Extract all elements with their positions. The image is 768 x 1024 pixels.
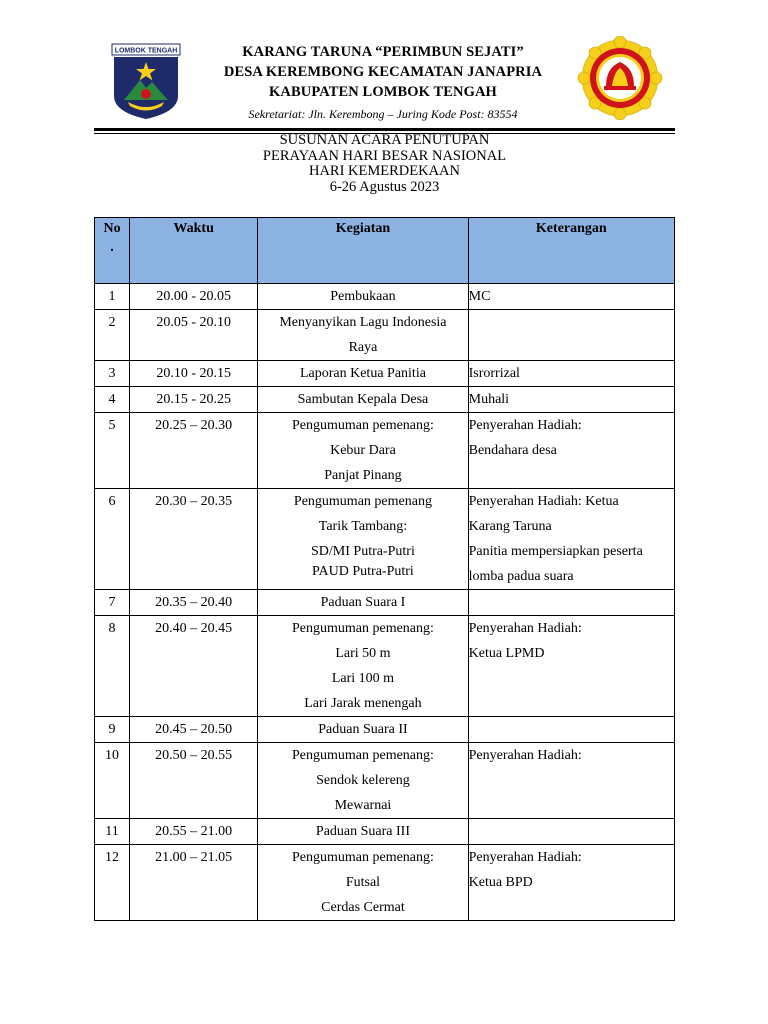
cell-keterangan <box>468 616 674 717</box>
kegiatan-line: Sendok kelereng <box>316 773 410 788</box>
cell-waktu: 20.15 - 20.25 <box>130 387 258 413</box>
column-header-no: No . <box>95 218 130 284</box>
kegiatan-line: Lari Jarak menengah <box>304 696 422 711</box>
table-row <box>95 489 675 590</box>
lombok-tengah-logo-text: LOMBOK TENGAH <box>114 47 178 55</box>
column-header-keterangan: Keterangan <box>468 218 674 284</box>
table-row <box>95 413 675 489</box>
keterangan-line: Penyerahan Hadiah: <box>468 850 582 865</box>
agenda-body <box>95 284 675 921</box>
cell-kegiatan <box>258 717 468 743</box>
cell-waktu: 20.30 – 20.35 <box>130 489 258 590</box>
letterhead <box>190 42 576 123</box>
keterangan-line: Penyerahan Hadiah: <box>468 418 582 433</box>
column-header-waktu: Waktu <box>130 218 258 284</box>
kegiatan-line: Paduan Suara I <box>320 595 406 610</box>
table-row <box>95 819 675 845</box>
keterangan-line: Penyerahan Hadiah: <box>468 621 582 636</box>
cell-no: 10 <box>95 743 130 819</box>
keterangan-line: Ketua BPD <box>468 875 533 890</box>
keterangan-line: lomba padua suara <box>468 569 574 584</box>
title-date: 6-26 Agustus 2023 <box>329 178 440 195</box>
cell-no: 7 <box>95 590 130 616</box>
cell-kegiatan <box>258 616 468 717</box>
cell-waktu: 20.35 – 20.40 <box>130 590 258 616</box>
karang-taruna-logo <box>576 36 664 120</box>
cell-waktu: 20.00 - 20.05 <box>130 284 258 310</box>
table-header-row <box>95 218 675 284</box>
cell-no: 6 <box>95 489 130 590</box>
cell-no: 2 <box>95 310 130 361</box>
kegiatan-line: Pengumuman pemenang: <box>291 850 434 865</box>
cell-no: 9 <box>95 717 130 743</box>
cell-no: 1 <box>95 284 130 310</box>
cell-keterangan <box>468 590 674 616</box>
title-line-1: SUSUNAN ACARA PENUTUPAN <box>279 132 490 148</box>
cell-kegiatan <box>258 413 468 489</box>
kegiatan-line: Pengumuman pemenang: <box>291 621 434 636</box>
kegiatan-line: Cerdas Cermat <box>321 900 405 915</box>
cell-waktu: 20.55 – 21.00 <box>130 819 258 845</box>
title-line-3: HARI KEMERDEKAAN <box>308 163 461 179</box>
cell-keterangan <box>468 361 674 387</box>
agenda-table <box>94 217 675 921</box>
kegiatan-line: Pembukaan <box>330 289 396 304</box>
cell-kegiatan <box>258 284 468 310</box>
cell-waktu: 20.50 – 20.55 <box>130 743 258 819</box>
table-row <box>95 310 675 361</box>
cell-kegiatan <box>258 819 468 845</box>
keterangan-line: MC <box>468 289 491 304</box>
cell-kegiatan <box>258 845 468 921</box>
cell-kegiatan <box>258 489 468 590</box>
cell-waktu: 20.45 – 20.50 <box>130 717 258 743</box>
kegiatan-line: Menyanyikan Lagu Indonesia <box>279 315 447 330</box>
table-row <box>95 387 675 413</box>
cell-keterangan <box>468 413 674 489</box>
cell-waktu: 20.10 - 20.15 <box>130 361 258 387</box>
document-title <box>94 133 675 195</box>
cell-keterangan <box>468 284 674 310</box>
kegiatan-line: Kebur Dara <box>330 443 396 458</box>
keterangan-line: Muhali <box>468 392 510 407</box>
cell-kegiatan <box>258 310 468 361</box>
kegiatan-line: Tarik Tambang: <box>318 519 408 534</box>
cell-keterangan <box>468 387 674 413</box>
kegiatan-line: Pengumuman pemenang: <box>291 418 434 433</box>
kegiatan-line: Futsal <box>345 875 381 890</box>
cell-keterangan <box>468 845 674 921</box>
secretariat-address: Sekretariat: Jln. Kerembong – Juring Kode Post: 83554 <box>248 107 518 121</box>
lombok-tengah-logo <box>110 42 182 120</box>
kegiatan-line: SD/MI Putra-Putri <box>311 544 415 559</box>
kegiatan-line: Sambutan Kepala Desa <box>297 392 429 407</box>
cell-no: 5 <box>95 413 130 489</box>
cell-no: 11 <box>95 819 130 845</box>
letterhead-rule-thick <box>94 128 675 131</box>
kegiatan-line: Lari 100 m <box>331 671 395 686</box>
keterangan-line: Panitia mempersiapkan peserta <box>468 544 643 559</box>
cell-kegiatan <box>258 361 468 387</box>
kegiatan-line: Paduan Suara II <box>318 722 408 737</box>
table-row <box>95 845 675 921</box>
title-line-2: PERAYAAN HARI BESAR NASIONAL <box>262 147 507 164</box>
kegiatan-line: Panjat Pinang <box>324 468 402 483</box>
cell-keterangan <box>468 489 674 590</box>
kegiatan-line: Laporan Ketua Panitia <box>299 366 426 381</box>
keterangan-line: Isrorrizal <box>468 366 520 381</box>
kegiatan-line: Pengumuman pemenang: <box>291 748 434 763</box>
cell-waktu: 20.05 - 20.10 <box>130 310 258 361</box>
table-row <box>95 361 675 387</box>
cell-no: 4 <box>95 387 130 413</box>
cell-waktu: 21.00 – 21.05 <box>130 845 258 921</box>
table-row <box>95 284 675 310</box>
cell-no: 12 <box>95 845 130 921</box>
cell-keterangan <box>468 743 674 819</box>
cell-keterangan <box>468 310 674 361</box>
keterangan-line: Ketua LPMD <box>468 646 545 661</box>
cell-waktu: 20.40 – 20.45 <box>130 616 258 717</box>
keterangan-line: Bendahara desa <box>468 443 557 458</box>
table-row <box>95 717 675 743</box>
kegiatan-line: Mewarnai <box>334 798 392 813</box>
kegiatan-line: Raya <box>348 340 378 355</box>
cell-no: 8 <box>95 616 130 717</box>
cell-kegiatan <box>258 387 468 413</box>
kegiatan-line: Pengumuman pemenang <box>293 494 432 509</box>
table-row <box>95 616 675 717</box>
keterangan-line: Penyerahan Hadiah: Ketua <box>468 494 619 509</box>
kegiatan-line: Lari 50 m <box>335 646 391 661</box>
keterangan-line: Karang Taruna <box>468 519 552 534</box>
cell-keterangan <box>468 819 674 845</box>
cell-keterangan <box>468 717 674 743</box>
kegiatan-line: Paduan Suara III <box>315 824 410 839</box>
cell-no: 3 <box>95 361 130 387</box>
regency-name: KABUPATEN LOMBOK TENGAH <box>269 84 497 100</box>
column-header-kegiatan: Kegiatan <box>258 218 468 284</box>
keterangan-line: Penyerahan Hadiah: <box>468 748 582 763</box>
cell-waktu: 20.25 – 20.30 <box>130 413 258 489</box>
cell-kegiatan <box>258 743 468 819</box>
cell-kegiatan <box>258 590 468 616</box>
kegiatan-line: PAUD Putra-Putri <box>312 564 414 579</box>
table-row <box>95 590 675 616</box>
organization-name: KARANG TARUNA “PERIMBUN SEJATI” <box>242 44 524 60</box>
village-district: DESA KEREMBONG KECAMATAN JANAPRIA <box>223 64 543 80</box>
table-row <box>95 743 675 819</box>
